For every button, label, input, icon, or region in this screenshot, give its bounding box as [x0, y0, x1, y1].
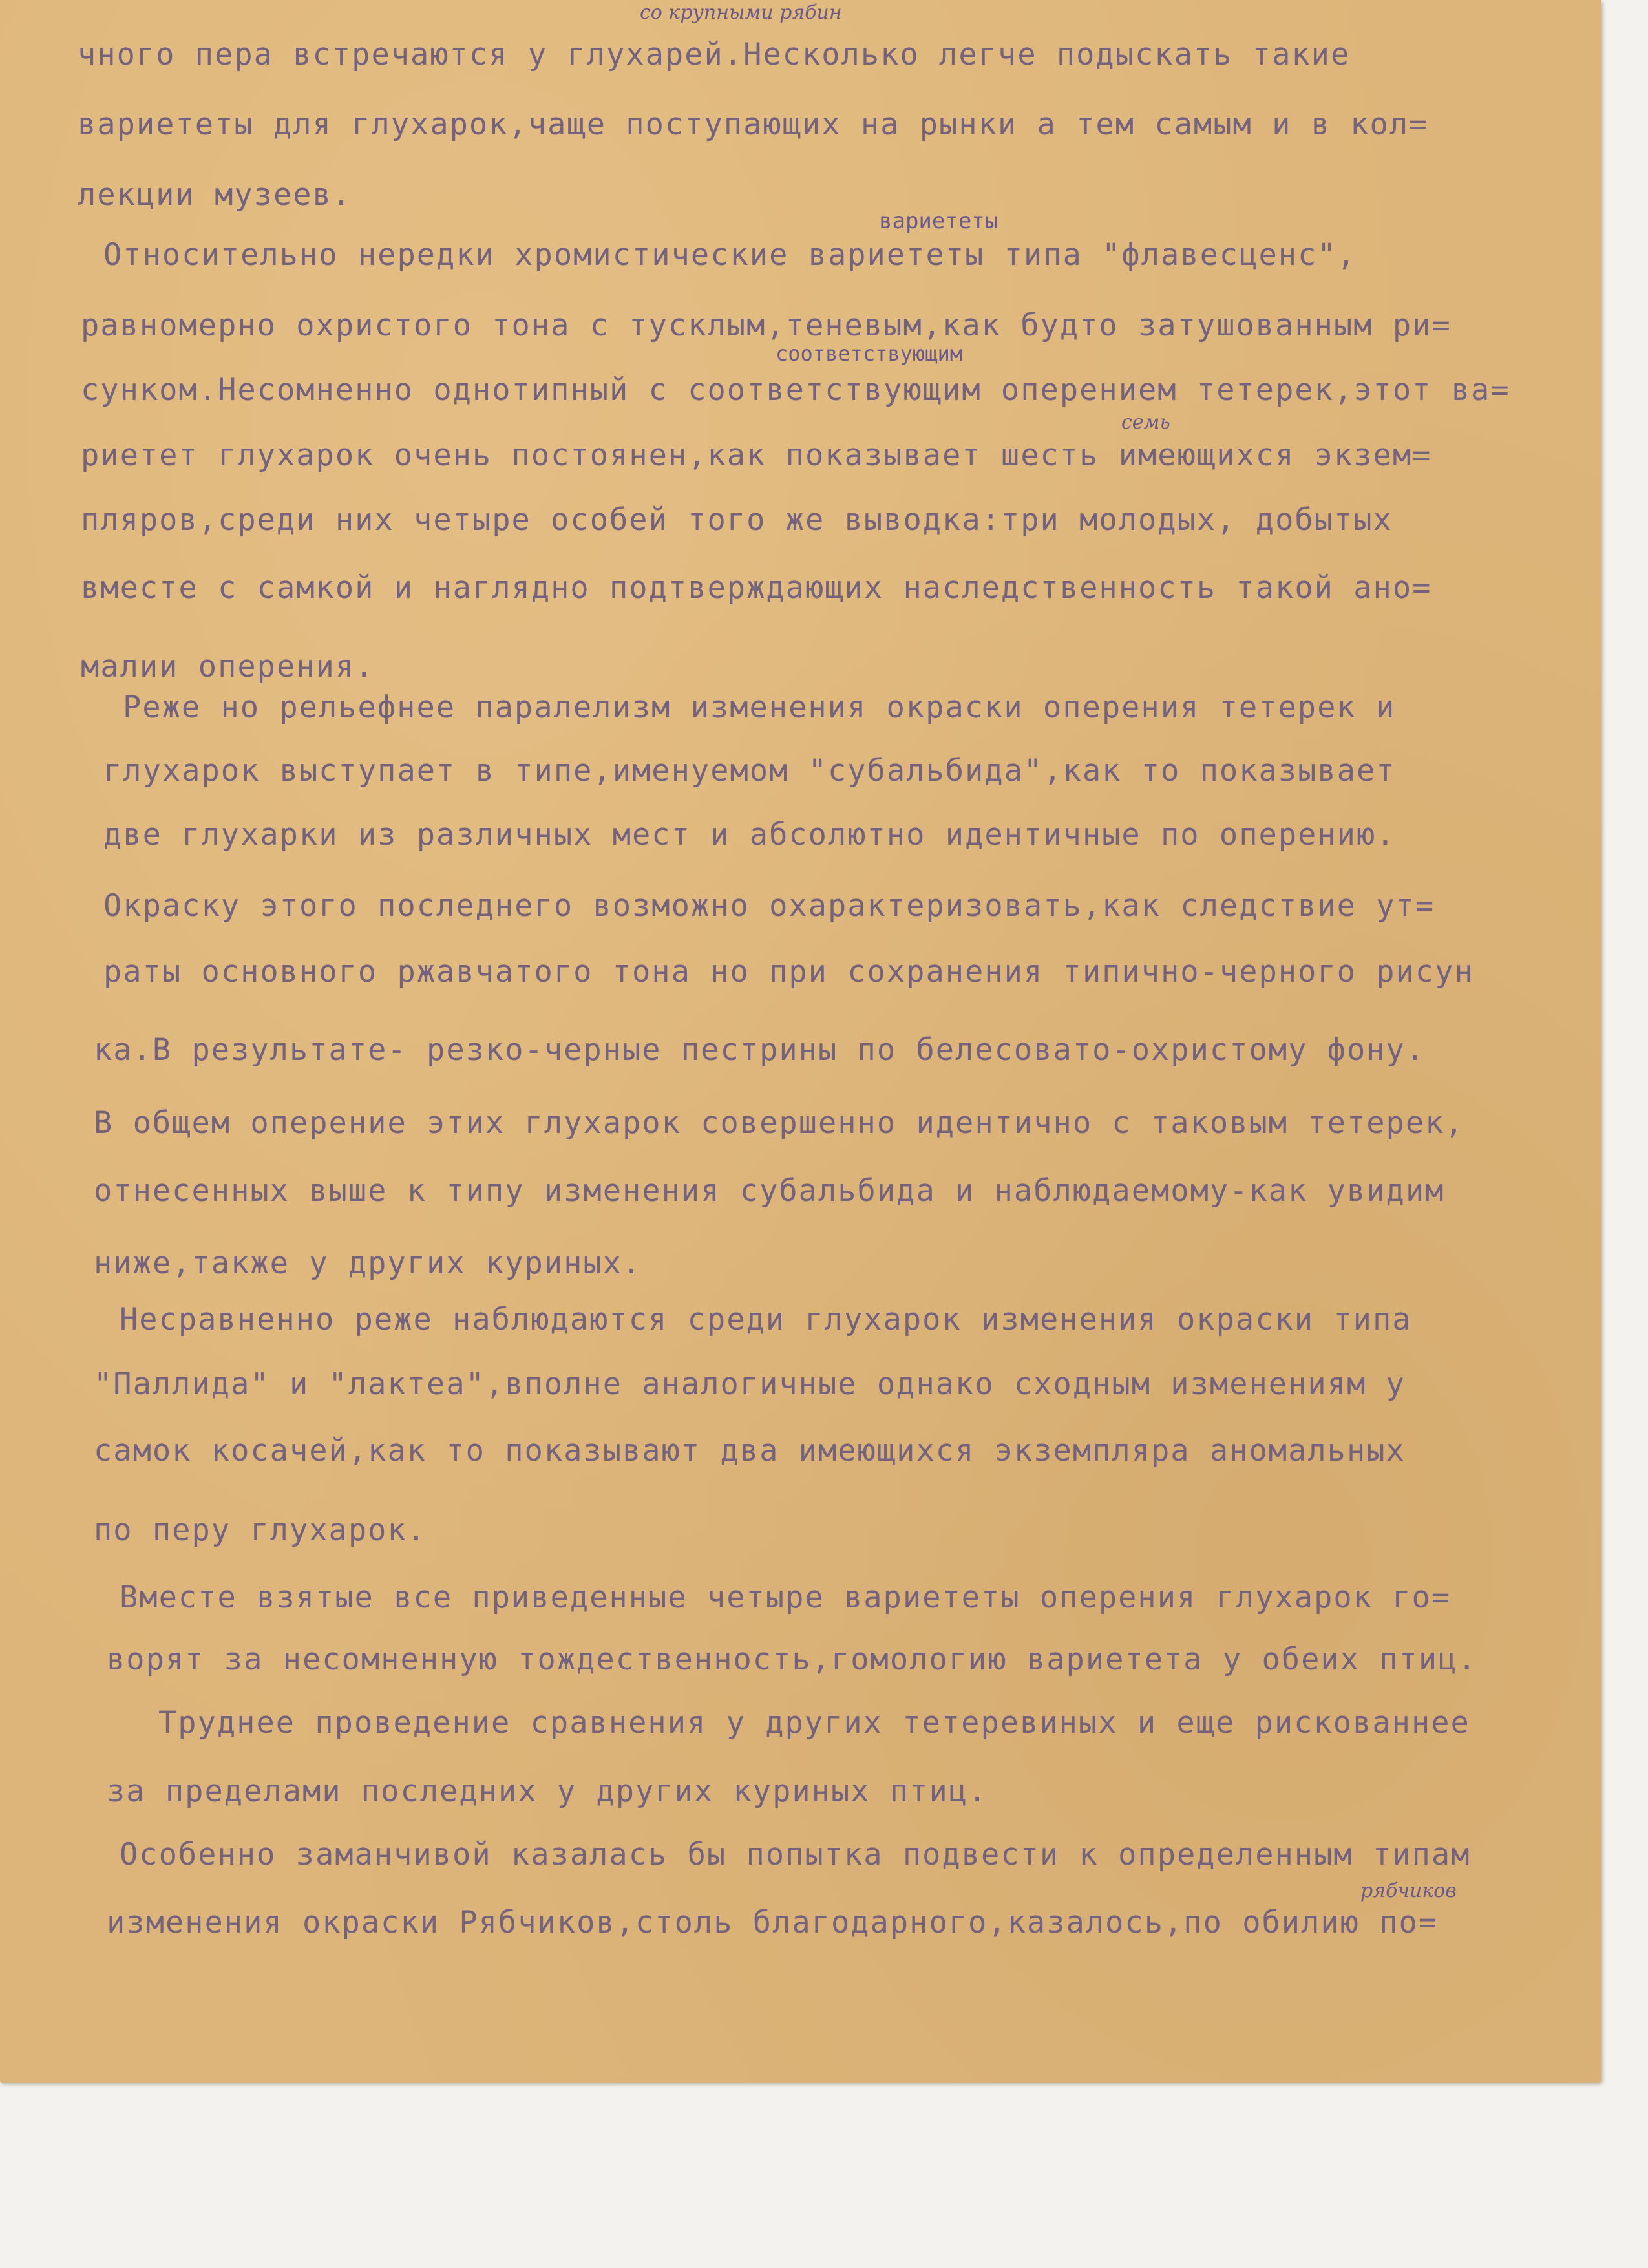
text-line-24: Вместе взятые все приведенные четыре вариететы оперения глухарок го=	[120, 1580, 1452, 1615]
text-line-23: по перу глухарок.	[94, 1512, 427, 1548]
text-line-11: Реже но рельефнее паралелизм изменения окраски оперения тетерек и	[123, 690, 1396, 725]
text-line-25: ворят за несомненную тождественность,гомологию вариетета у обеих птиц.	[107, 1642, 1477, 1677]
handwritten-correction-1: со крупными рябин	[640, 1, 842, 24]
handwritten-correction-7: семь	[1121, 411, 1170, 434]
text-line-28: Особенно заманчивой казалась бы попытка подвести к определенным типам	[120, 1837, 1471, 1872]
text-line-2: вариететы для глухарок,чаще поступающих на рынки а тем самым и в кол=	[78, 107, 1429, 142]
text-line-10: малии оперения.	[81, 649, 375, 684]
text-line-4: Относительно нередки хромистические вариететы типа "флавесценс",	[103, 237, 1357, 273]
text-line-14: Окраску этого последнего возможно охарактеризовать,как следствие ут=	[103, 888, 1435, 924]
text-line-7: риетет глухарок очень постоянен,как показывает шесть имеющихся экзем=	[81, 438, 1432, 473]
text-line-1: чного пера встречаются у глухарей.Несколько легче подыскать такие	[78, 37, 1351, 72]
text-line-12: глухарок выступает в типе,именуемом "субальбида",как то показывает	[103, 753, 1396, 789]
text-line-19: ниже,также у других куриных.	[94, 1245, 642, 1281]
typed-correction-4: вариететы	[879, 208, 998, 234]
typed-correction-6: соответствующим	[776, 341, 962, 366]
text-line-15: раты основного ржавчатого тона но при сохранения типично-черного рисун	[103, 954, 1474, 990]
text-line-6: сунком.Несомненно однотипный с соответствующим оперением тетерек,этот ва=	[81, 372, 1510, 408]
handwritten-correction-29: рябчиков	[1360, 1880, 1457, 1902]
text-line-3: лекции музеев.	[78, 177, 352, 213]
text-line-21: "Паллида" и "лактеа",вполне аналогичные однако сходным изменениям у	[94, 1366, 1406, 1402]
text-line-8: пляров,среди них четыре особей того же выводка:три молодых, добытых	[81, 502, 1393, 538]
text-line-29: изменения окраски Рябчиков,столь благодарного,казалось,по обилию по=	[107, 1905, 1439, 1940]
text-line-17: В общем оперение этих глухарок совершенно идентично с таковым тетерек,	[94, 1105, 1464, 1141]
text-line-18: отнесенных выше к типу изменения субальбида и наблюдаемому-как увидим	[94, 1173, 1445, 1209]
text-line-5: равномерно охристого тона с тусклым,теневым,как будто затушованным ри=	[81, 308, 1452, 343]
text-line-20: Несравненно реже наблюдаются среди глухарок изменения окраски типа	[120, 1302, 1412, 1337]
text-line-13: две глухарки из различных мест и абсолютно идентичные по оперению.	[103, 817, 1396, 853]
text-line-16: ка.В результате- резко-черные пестрины по белесовато-охристому фону.	[94, 1032, 1426, 1068]
text-line-22: самок косачей,как то показывают два имеющихся экземпляра аномальных	[94, 1433, 1406, 1468]
text-line-26: Труднее проведение сравнения у других тетеревиных и еще рискованнее	[158, 1705, 1470, 1741]
text-line-27: за пределами последних у других куриных птиц.	[107, 1774, 988, 1809]
text-line-9: вместе с самкой и наглядно подтверждающих наследственность такой ано=	[81, 570, 1432, 606]
